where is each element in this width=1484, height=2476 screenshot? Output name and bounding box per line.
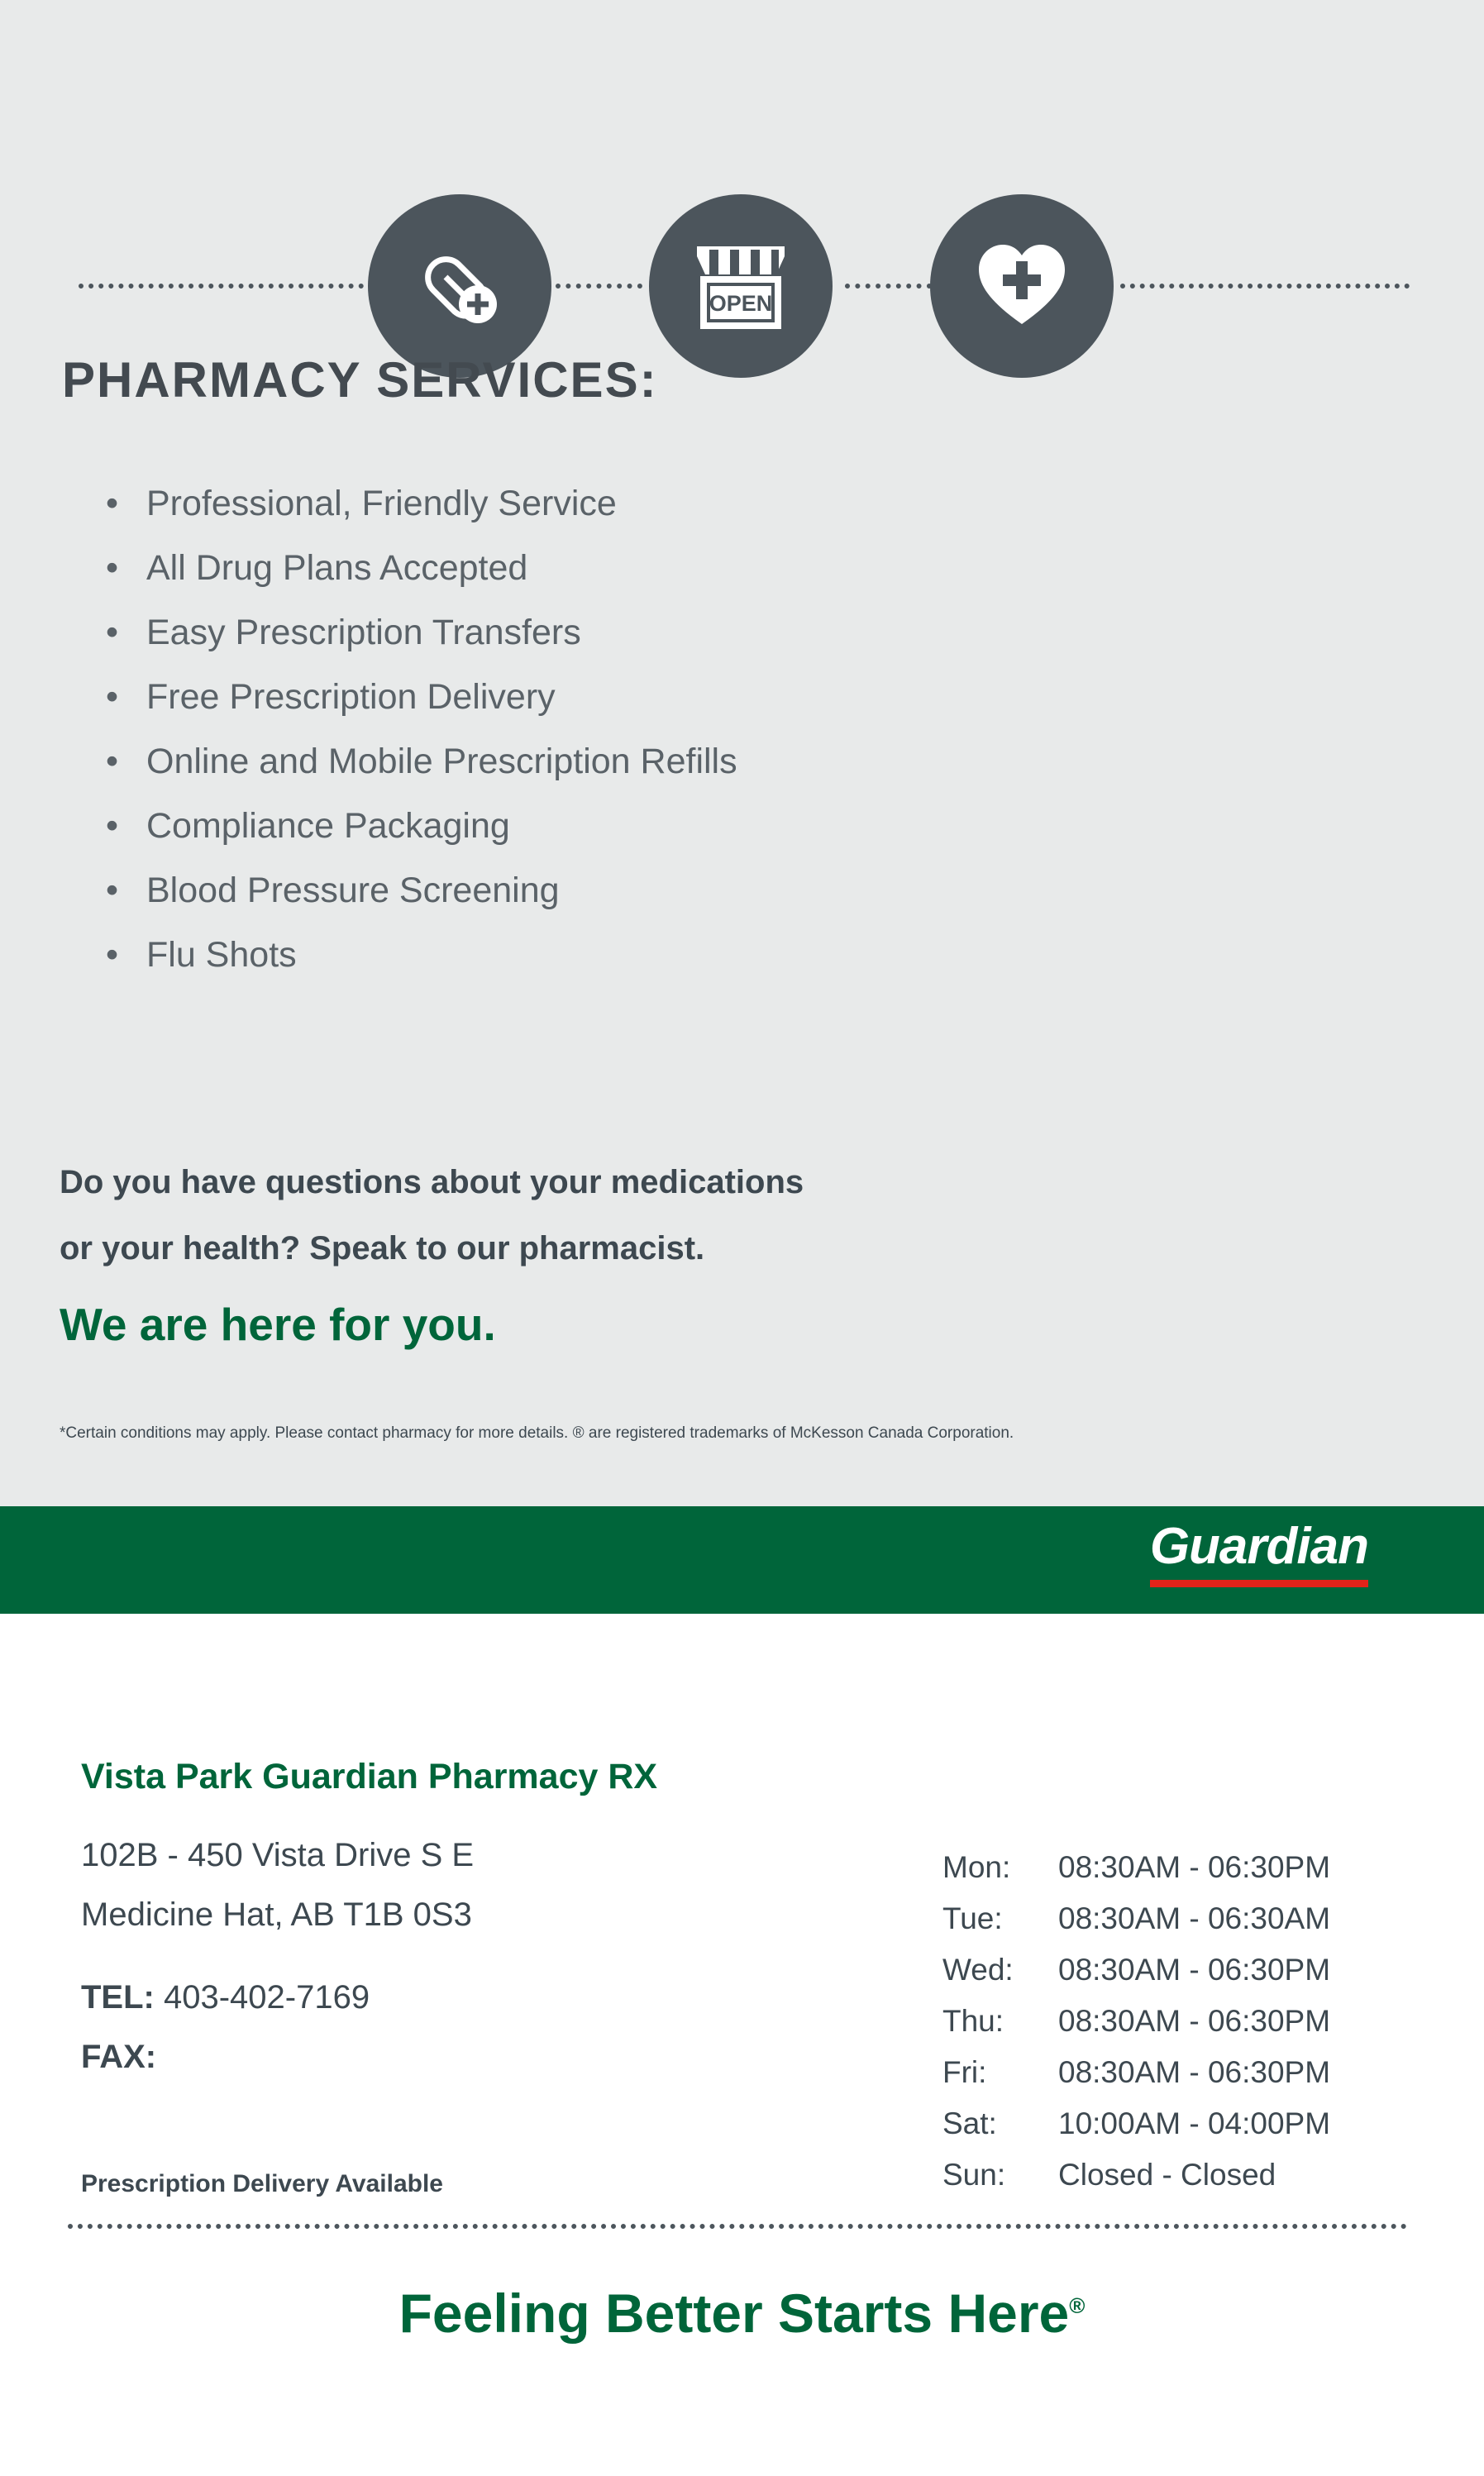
hours-day: Mon: bbox=[942, 1850, 1011, 1884]
question-line-2: or your health? Speak to our pharmacist. bbox=[60, 1230, 705, 1267]
table-row bbox=[942, 2149, 1330, 2201]
question-line-1: Do you have questions about your medications bbox=[60, 1164, 804, 1200]
hours-time: 08:30AM - 06:30AM bbox=[1058, 1901, 1331, 1935]
tel-value: 403-402-7169 bbox=[164, 1979, 370, 2016]
page-title: PHARMACY SERVICES: bbox=[62, 352, 658, 408]
list-item: • Easy Prescription Transfers bbox=[99, 600, 737, 665]
store-contact bbox=[81, 1968, 370, 2087]
table-row bbox=[942, 1893, 1330, 1944]
hours-time: Closed - Closed bbox=[1058, 2158, 1276, 2192]
table-row bbox=[942, 2047, 1330, 2098]
registered-mark: ® bbox=[1069, 2293, 1086, 2318]
svg-text:OPEN: OPEN bbox=[709, 291, 773, 316]
address-line-2: Medicine Hat, AB T1B 0S3 bbox=[81, 1896, 472, 1933]
table-row bbox=[942, 1944, 1330, 1996]
icon-strip bbox=[0, 91, 1484, 316]
list-item: • Professional, Friendly Service bbox=[99, 471, 737, 536]
open-store-icon bbox=[649, 194, 833, 378]
store-name: Vista Park Guardian Pharmacy RX bbox=[81, 1757, 658, 1796]
delivery-note: Prescription Delivery Available bbox=[81, 2170, 443, 2197]
guardian-logo bbox=[1150, 1517, 1368, 1587]
hours-day: Sat: bbox=[942, 2106, 997, 2140]
hours-time: 10:00AM - 04:00PM bbox=[1058, 2106, 1331, 2140]
hours-time: 08:30AM - 06:30PM bbox=[1058, 2055, 1331, 2089]
tagline-text: Feeling Better Starts Here bbox=[398, 2283, 1070, 2344]
list-item: • Flu Shots bbox=[99, 923, 737, 987]
hours-day: Fri: bbox=[942, 2055, 987, 2089]
hours-time: 08:30AM - 06:30PM bbox=[1058, 1850, 1331, 1884]
table-row bbox=[942, 2098, 1330, 2149]
table-row bbox=[942, 1842, 1330, 1893]
dotted-divider-left bbox=[79, 284, 364, 289]
hours-day: Thu: bbox=[942, 2004, 1004, 2038]
hours-time: 08:30AM - 06:30PM bbox=[1058, 1953, 1331, 1987]
dotted-divider-mid-2 bbox=[845, 284, 932, 289]
list-item: • Compliance Packaging bbox=[99, 794, 737, 858]
hours-table bbox=[942, 1842, 1330, 2201]
list-item: • Online and Mobile Prescription Refills bbox=[99, 729, 737, 794]
dotted-divider-mid-1 bbox=[556, 284, 642, 289]
dotted-divider-right bbox=[1120, 284, 1410, 289]
hours-time: 08:30AM - 06:30PM bbox=[1058, 2004, 1331, 2038]
services-list bbox=[99, 471, 737, 987]
brand-name: Guardian bbox=[1149, 1518, 1368, 1575]
question-block bbox=[60, 1149, 1217, 1281]
list-item: • Free Prescription Delivery bbox=[99, 665, 737, 729]
hours-day: Wed: bbox=[942, 1953, 1014, 1987]
store-address bbox=[81, 1825, 474, 1944]
disclaimer-text: *Certain conditions may apply. Please contact pharmacy for more details. ® are registered trademarks of McKesson Canada Corporation. bbox=[60, 1424, 1014, 1442]
telephone-row bbox=[81, 1968, 370, 2027]
footer-tagline bbox=[0, 2282, 1484, 2345]
brand-underline bbox=[1150, 1580, 1368, 1587]
heart-plus-icon bbox=[930, 194, 1114, 378]
fax-row bbox=[81, 2027, 370, 2087]
list-item: • All Drug Plans Accepted bbox=[99, 536, 737, 600]
address-line-1: 102B - 450 Vista Drive S E bbox=[81, 1837, 475, 1873]
tel-label: TEL: bbox=[81, 1979, 155, 2016]
fax-label: FAX: bbox=[81, 2039, 157, 2075]
hours-day: Sun: bbox=[942, 2158, 1006, 2192]
pill-icon bbox=[368, 194, 551, 378]
highlight-message: We are here for you. bbox=[60, 1299, 496, 1350]
list-item: • Blood Pressure Screening bbox=[99, 858, 737, 923]
table-row bbox=[942, 1996, 1330, 2047]
hours-day: Tue: bbox=[942, 1901, 1003, 1935]
footer-divider bbox=[68, 2224, 1407, 2229]
